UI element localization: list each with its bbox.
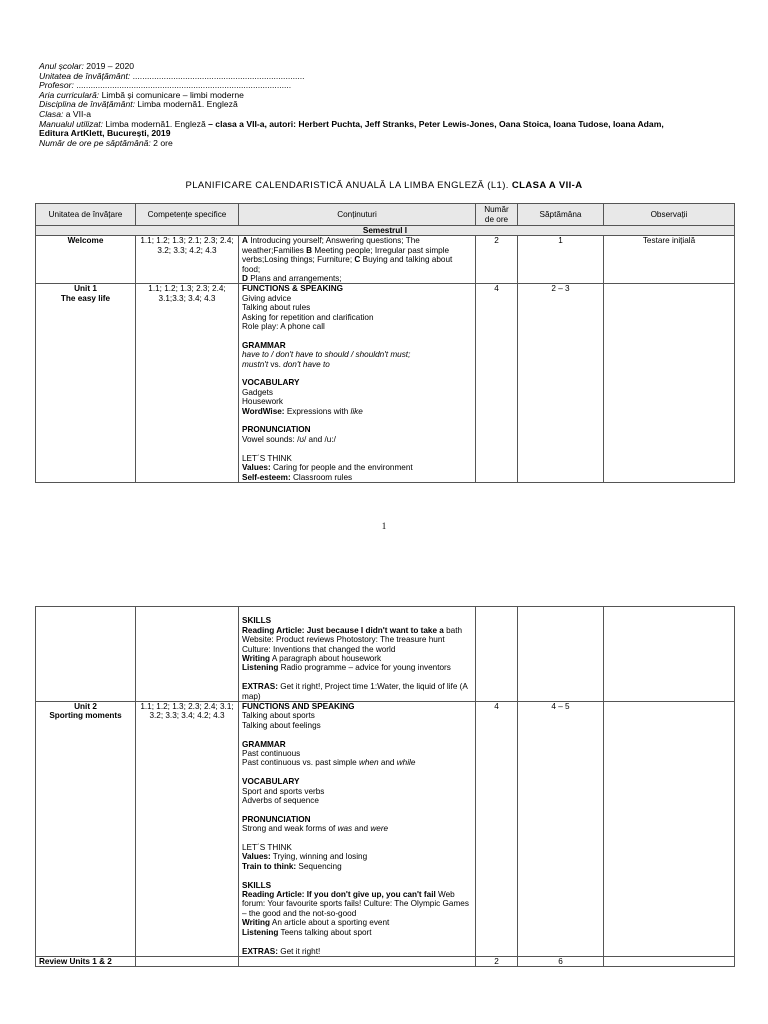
unit1-skills-contents: SKILLS Reading Article: Just because I didn't want to take a bath Website: Product reviews Photostory: The treasure hunt Culture: Inventions that changed the world Writing A paragraph about housework Listening Radio programme – advice for young inventors EXTRAS: Get it right!, Project time 1:Water, the liquid of life (A map) [239,607,476,702]
page-number: 1 [381,521,387,531]
col-header-competences: Competențe specifice [136,204,239,226]
subject: Disciplina de învățământ: Limba modernă1. Engleză [39,99,238,110]
col-header-unit: Unitatea de învățare [36,204,136,226]
welcome-contents: A Introducing yourself; Answering questions; The weather;Families B Meeting people; Irregular past simple verbs;Losing things; Furniture; C Buying and talking about food; D Plans and arrangements; [239,236,476,284]
unit1-contents: FUNCTIONS & SPEAKING Giving advice Talking about rules Asking for repetition and clarification Role play: A phone call GRAMMAR have to / don't have to should / shouldn't must; mustn't vs. don't have to VOCABULARY Gadgets Housework WordWise: Expressions with like PRONUNCIATION Vowel sounds: /ʊ/ and /u:/ LET´S THINK Values: Caring for people and the environment Self-esteem: Classroom rules [239,284,476,482]
table-row-unit1: Unit 1 The easy life 1.1; 1.2; 1.3; 2.3; 2.4; 3.1;3.3; 3.4; 4.3 FUNCTIONS & SPEAKING Giving advice Talking about rules Asking for repetition and clarification Role play: A phone call GRAMMAR have to / don't have to should / shouldn't must; mustn't vs. don't have to VOCABULARY Gadgets Housework WordWise: Expressions with like PRONUNCIATION Vowel sounds: /ʊ/ and /u:/ LET´S THINK Values: Caring for people and the environment Self-esteem: Classroom rules 4 2 – 3 [36,284,735,482]
table-row-unit2: Unit 2 Sporting moments 1.1; 1.2; 1.3; 2.3; 2.4; 3.1; 3.2; 3.3; 3.4; 4.2; 4.3 FUNCTIONS AND SPEAKING Talking about sports Talking about feelings GRAMMAR Past continuous Past continuous vs. past simple when and while VOCABULARY Sport and sports verbs Adverbs of sequence PRONUNCIATION Strong and weak forms of was and were LET´S THINK Values: Trying, winning and losing Train to think: Sequencing SKILLS Reading Article: If you don't give up, you can't fail Web forum: Your favourite sports fails! Culture: The Olympic Games – the good and the not-so-good Writing An article about a sporting event Listening Teens talking about sport EXTRAS: Get it right! 4 4 – 5 [36,702,735,957]
manual: Manualul utilizat: Limba modernă1. Engleză – clasa a VII-a, autori: Herbert Puchta, Jeff Stranks, Peter Lewis-Jones, Oana Stoica, Ioana Tudose, Ioana Adam, [39,118,664,129]
school-year: Anul școlar: 2019 – 2020 [39,61,135,71]
teacher: Profesor: .......................................................................................... [39,80,292,91]
weekly-hours: Număr de ore pe săptămână: 2 ore [39,137,173,148]
document-header [39,62,739,148]
school-unit: Unitatea de învățământ: ........................................................................ [39,70,305,81]
col-header-observations: Observații [604,204,735,226]
col-header-contents: Conținuturi [239,204,476,226]
col-header-week: Săptămâna [518,204,604,226]
unit2-contents: FUNCTIONS AND SPEAKING Talking about sports Talking about feelings GRAMMAR Past continuous Past continuous vs. past simple when and while VOCABULARY Sport and sports verbs Adverbs of sequence PRONUNCIATION Strong and weak forms of was and were LET´S THINK Values: Trying, winning and losing Train to think: Sequencing SKILLS Reading Article: If you don't give up, you can't fail Web forum: Your favourite sports fails! Culture: The Olympic Games – the good and the not-so-good Writing An article about a sporting event Listening Teens talking about sport EXTRAS: Get it right! [239,702,476,957]
table-row-unit1-skills [36,607,735,702]
page-title: PLANIFICARE CALENDARISTICĂ ANUALĂ LA LIMBA ENGLEZĂ (L1). CLASA A VII-A [185,180,583,191]
manual-publisher: Editura ArtKlett, București, 2019 [39,128,171,139]
table-row-review: Review Units 1 & 2 2 6 [36,956,735,966]
unit2-title: Unit 2 Sporting moments [36,702,136,957]
semester-row: Semestrul I [36,226,735,236]
planning-table-part1 [35,203,735,483]
table-row-welcome: Welcome 1.1; 1.2; 1.3; 2.1; 2.3; 2.4; 3.2; 3.3; 4.2; 4.3 A Introducing yourself; Answering questions; The weather;Families B Meeting people; Irregular past simple verbs;Losing things; Furniture; C Buying and talking about food; D Plans and arrangements; 2 1 Testare inițială [36,236,735,284]
planning-table-part2 [35,606,735,967]
unit1-title: Unit 1 The easy life [36,284,136,482]
curricular-area: Aria curriculară: Limbă și comunicare – limbi moderne [39,89,244,100]
table-header-row [36,204,735,226]
class: Clasa: a VII-a [39,108,92,119]
col-header-hours: Număr de ore [476,204,518,226]
